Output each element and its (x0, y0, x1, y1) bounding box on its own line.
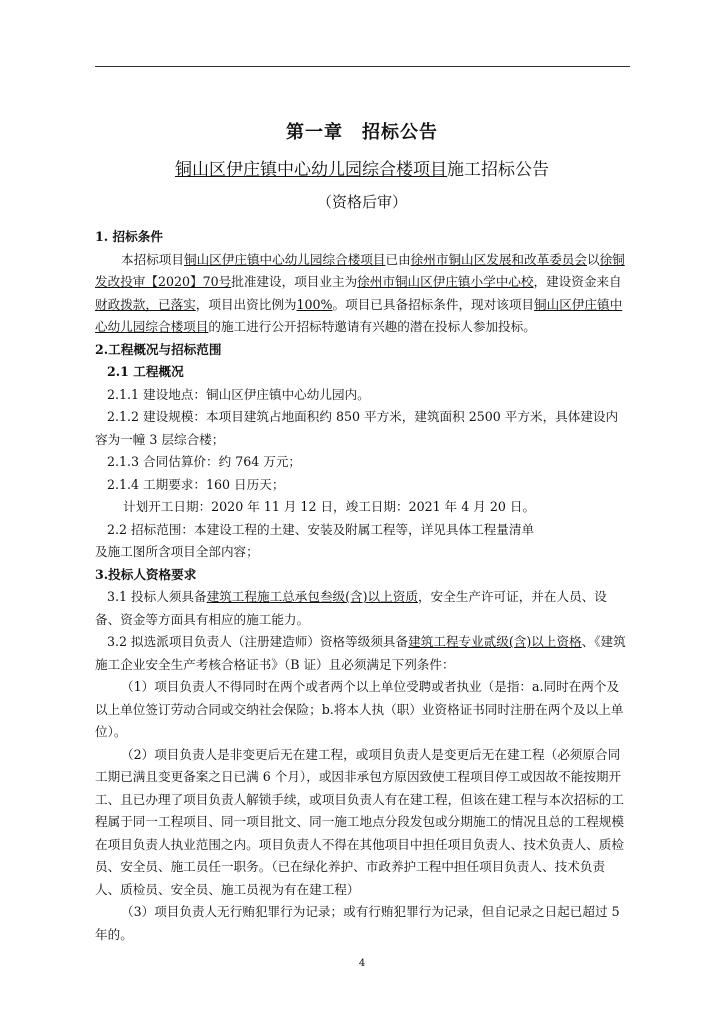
section-2-heading: 2.工程概况与招标范围 (95, 341, 222, 357)
qualification-level: 建筑工程专业贰级(含)以上资格 (408, 634, 582, 649)
approver-name: 徐州市铜山区发展和改革委员会 (410, 251, 587, 267)
condition-2: （2）项目负责人是非变更后无在建工程，或项目负责人是变更后无在建工程（必须原合同工期已满且变更备案之日已满 6 个月），或因非承包方原因致使工程项目停工或因故不能按期开工、且已办理了项目负责人解锁手续，或项目负责人有在建工程，但该在建工程与本次招标的工程属于同一工程项目、同一项目批文、同一施工地点分段发包或分期施工的情况且总的工程规模在项目负责人执业范围之内。项目负责人不得在其他项目中担任项目负责人、技术负责人、质检员、安全员、施工员任一职务。（已在绿化养护、市政养护工程中担任项目负责人、技术负责人、质检员、安全员、施工员视为有在建工程） (95, 746, 624, 897)
text-run: 的施工进行公开招标特邀请有兴趣的潜在投标人参加投标。 (208, 319, 536, 334)
page-number: 4 (358, 958, 366, 969)
condition-1: （1）项目负责人不得同时在两个或者两个以上单位受聘或者执业（是指：a.同时在两个及以上单位签订劳动合同或交纳社会保险；b.将本人执（职）业资格证书同时注册在两个及以上单位）。 (95, 679, 624, 739)
text-run: 3.2 拟选派项目负责人（注册建造师）资格等级须具备 (107, 634, 409, 649)
overview-item: 2.1.2 建设规模：本项目建筑占地面积约 850 平方米，建筑面积 2500 平方米，具体建设内容为一幢 3 层综合楼； (95, 409, 619, 447)
notice-title-suffix: 施工招标公告 (447, 160, 549, 180)
condition-3: （3）项目负责人无行贿犯罪行为记录；或有行贿犯罪行为记录，但自记录之日起已超过 5 年的。 (95, 904, 620, 942)
text-run: ，安全生产许可证，并在人员、设备、资金等方面具有相应的施工能力。 (95, 589, 607, 627)
header-rule (95, 66, 630, 67)
text-run: 本招标项目 (121, 251, 184, 267)
text-run: 、《建筑施工企业安全生产考核合格证书》（B 证）且必须满足下列条件： (95, 634, 626, 672)
text-run: 以 (586, 251, 600, 267)
text-run: ，项目出资比例为 (195, 296, 297, 312)
qualification-level: 建筑工程施工总承包叁级(含)以上资质 (206, 589, 418, 604)
scope-line: 及施工图所含项目全部内容； (95, 544, 259, 559)
notice-title (0, 155, 724, 180)
section-3-heading: 3.投标人资格要求 (95, 566, 197, 582)
approval-number: 徐铜发改投审【2020】70号 (95, 251, 625, 289)
overview-item: 2.1.3 合同估算价：约 764 万元； (107, 454, 302, 469)
requirement-3-2 (95, 631, 630, 676)
section-2-1-heading: 2.1 工程概况 (107, 364, 184, 379)
overview-item: 2.1.1 建设地点：铜山区伊庄镇中心幼儿园内。 (107, 386, 370, 402)
requirement-3-1 (95, 586, 630, 631)
text-run: 。项目已具备招标条件，现对该项目 (332, 296, 535, 312)
fund-source: 财政拨款，已落实 (95, 296, 196, 312)
section-1-paragraph (95, 249, 630, 339)
text-run: 已由 (385, 251, 411, 267)
qualification-note: （资格后审） (316, 193, 407, 211)
overview-item: 2.1.4 工期要求：160 日历天； (107, 476, 285, 492)
notice-title-project: 铜山区伊庄镇中心幼儿园综合楼项目 (175, 160, 447, 180)
funding-ratio: 100% (296, 296, 333, 312)
scope-line: 2.2 招标范围：本建设工程的土建、安装及附属工程等，详见具体工程量清单 (107, 521, 535, 537)
section-1-heading: 1. 招标条件 (95, 229, 163, 244)
text-run: 批准建设，项目业主为 (231, 274, 358, 289)
text-run: ，建设资金来自 (533, 274, 622, 289)
text-run: 3.1 投标人须具备 (107, 589, 207, 604)
chapter-title: 第一章 招标公告 (286, 122, 438, 143)
document-body (95, 226, 630, 946)
owner-name: 徐州市铜山区伊庄镇小学中心校 (357, 274, 534, 289)
project-name: 铜山区伊庄镇中心幼儿园综合楼项目 (183, 251, 386, 267)
schedule-line: 计划开工日期：2020 年 11 月 12 日，竣工日期：2021 年 4 月 20 日。 (123, 499, 536, 514)
project-name: 铜山区伊庄镇中心幼儿园综合楼项目 (95, 296, 623, 334)
